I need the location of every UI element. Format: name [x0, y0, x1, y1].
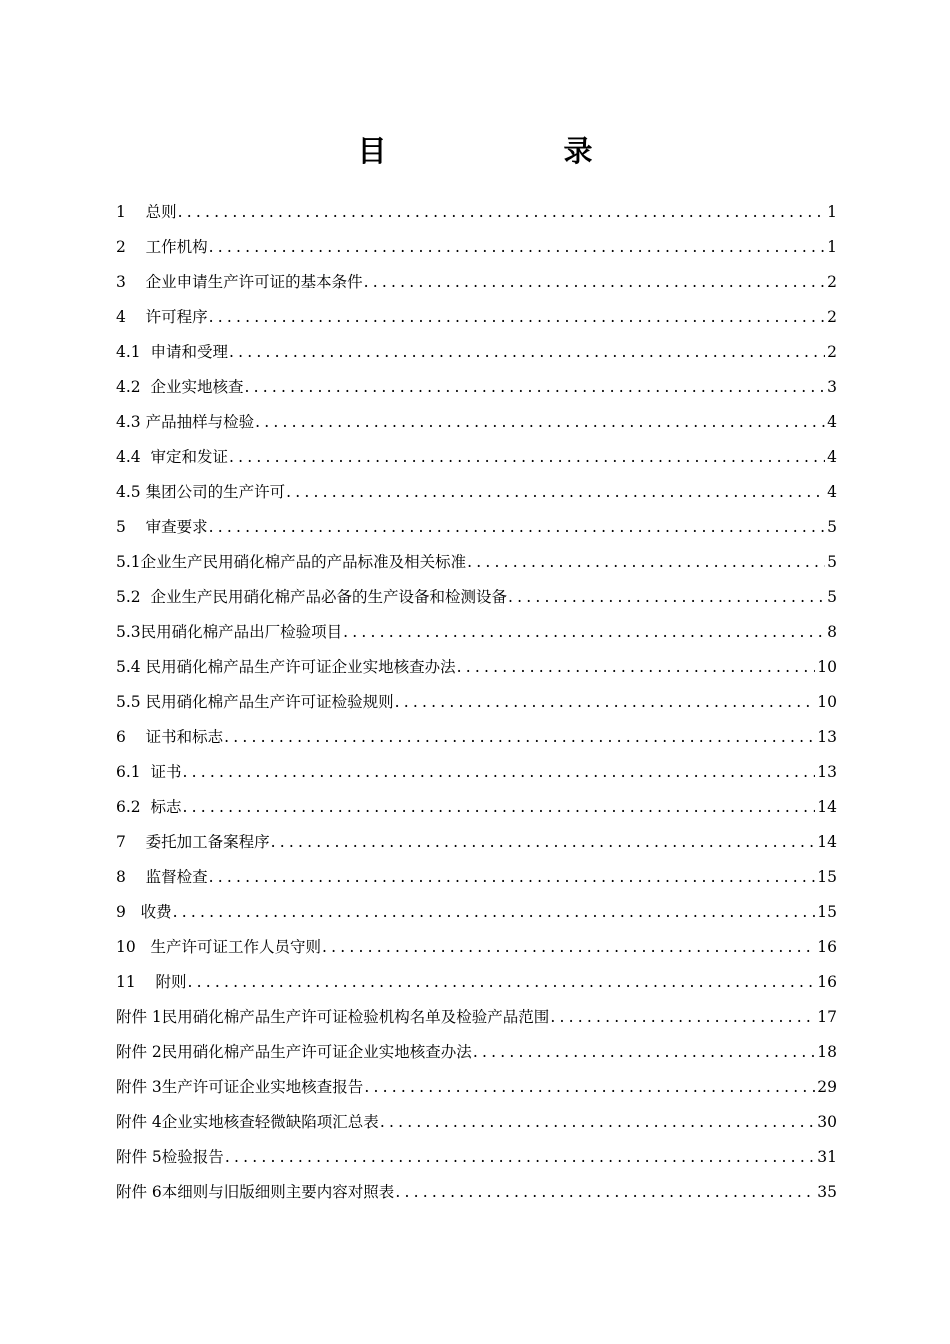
toc-entry-number: 1: [116, 203, 126, 221]
toc-entry-number: 附件 6: [116, 1183, 162, 1201]
toc-entry-title: 监督检查: [145, 868, 208, 886]
toc-entry-number: 4.5: [116, 483, 141, 501]
toc-entry-number: 4.4: [116, 448, 141, 466]
toc-entry[interactable]: [116, 965, 837, 1000]
toc-dot-leader: [379, 1105, 815, 1140]
toc-entry-title: 企业实地核查轻微缺陷项汇总表: [161, 1113, 379, 1131]
toc-entry-gap: [126, 510, 146, 545]
toc-entry-page-number: 5: [827, 553, 837, 571]
toc-entry-number: 附件 5: [116, 1148, 162, 1166]
toc-entry-number: 5.3: [116, 623, 141, 641]
toc-entry-number: 4.1: [116, 343, 141, 361]
toc-entry-title: 企业实地核查: [150, 378, 244, 396]
toc-entry-gap: [141, 370, 151, 405]
toc-entry-gap: [141, 755, 151, 790]
toc-entry-number: 10: [116, 938, 136, 956]
toc-entry[interactable]: [116, 895, 837, 930]
toc-entry-number: 11: [116, 973, 136, 991]
toc-entry-title: 生产许可证企业实地核查报告: [161, 1078, 364, 1096]
toc-entry-gap: [136, 965, 156, 1000]
toc-entry[interactable]: [116, 335, 837, 370]
toc-entry-title: 申请和受理: [150, 343, 229, 361]
toc-dot-leader: [549, 1000, 815, 1035]
toc-entry-number: 9: [116, 903, 126, 921]
toc-entry[interactable]: [116, 580, 837, 615]
toc-entry-title: 企业申请生产许可证的基本条件: [145, 273, 363, 291]
toc-entry-number: 5.1: [116, 553, 141, 571]
toc-entry-page-number: 5: [827, 518, 837, 536]
toc-entry[interactable]: [116, 405, 837, 440]
toc-entry-gap: [126, 265, 146, 300]
toc-entry-number: 6.2: [116, 798, 141, 816]
toc-entry[interactable]: [116, 1000, 837, 1035]
toc-entry-page-number: 16: [817, 938, 837, 956]
toc-entry[interactable]: [116, 440, 837, 475]
toc-dot-leader: [208, 510, 826, 545]
toc-entry-title: 生产许可证工作人员守则: [150, 938, 322, 956]
toc-entry[interactable]: [116, 615, 837, 650]
toc-entry-page-number: 17: [817, 1008, 837, 1026]
toc-entry-number: 6.1: [116, 763, 141, 781]
toc-entry[interactable]: [116, 195, 837, 230]
toc-entry-page-number: 30: [817, 1113, 837, 1131]
toc-entry-number: 附件 4: [116, 1113, 162, 1131]
toc-entry-number: 5.5: [116, 693, 141, 711]
toc-entry[interactable]: [116, 510, 837, 545]
toc-entry-title: 附则: [155, 973, 187, 991]
toc-entry-page-number: 35: [817, 1183, 837, 1201]
toc-entry[interactable]: [116, 825, 837, 860]
toc-entry-number: 2: [116, 238, 126, 256]
toc-entry-page-number: 2: [827, 273, 837, 291]
toc-entry-page-number: 16: [817, 973, 837, 991]
toc-entry-number: 4.2: [116, 378, 141, 396]
toc-entry-gap: [141, 440, 151, 475]
toc-entry-page-number: 2: [827, 308, 837, 326]
toc-entry-title: 民用硝化棉产品生产许可证检验规则: [145, 693, 394, 711]
toc-entry[interactable]: [116, 230, 837, 265]
toc-entry-gap: [126, 825, 146, 860]
toc-entry-gap: [141, 335, 151, 370]
toc-entry-page-number: 2: [827, 343, 837, 361]
toc-entry-gap: [126, 195, 146, 230]
toc-dot-leader: [224, 1140, 815, 1175]
toc-dot-leader: [254, 405, 825, 440]
toc-entry[interactable]: [116, 720, 837, 755]
toc-entry[interactable]: [116, 265, 837, 300]
toc-entry-page-number: 15: [817, 903, 837, 921]
toc-entry[interactable]: [116, 1140, 837, 1175]
toc-entry[interactable]: [116, 755, 837, 790]
toc-entry-title: 总则: [145, 203, 177, 221]
toc-entry-title: 收费: [140, 903, 172, 921]
toc-entry-page-number: 29: [817, 1078, 837, 1096]
toc-entry-title: 检验报告: [161, 1148, 224, 1166]
toc-entry[interactable]: [116, 300, 837, 335]
toc-entry-gap: [141, 790, 151, 825]
toc-dot-leader: [466, 545, 825, 580]
toc-entry-page-number: 3: [827, 378, 837, 396]
toc-entry-number: 8: [116, 868, 126, 886]
toc-entry-page-number: 4: [827, 448, 837, 466]
toc-entry-title: 集团公司的生产许可: [145, 483, 286, 501]
toc-dot-leader: [177, 195, 826, 230]
toc-entry-page-number: 10: [817, 658, 837, 676]
toc-entry-number: 5: [116, 518, 126, 536]
toc-entry[interactable]: [116, 650, 837, 685]
toc-entry-gap: [126, 300, 146, 335]
toc-entry-title: 工作机构: [145, 238, 208, 256]
toc-entry-gap: [126, 895, 141, 930]
toc-entry-title: 标志: [150, 798, 182, 816]
toc-dot-leader: [244, 370, 826, 405]
toc-entry-title: 证书和标志: [145, 728, 224, 746]
toc-entry-number: 3: [116, 273, 126, 291]
toc-entry[interactable]: [116, 545, 837, 580]
toc-entry-title: 产品抽样与检验: [145, 413, 255, 431]
toc-entry-number: 7: [116, 833, 126, 851]
toc-entry-title: 民用硝化棉产品生产许可证企业实地核查办法: [161, 1043, 472, 1061]
toc-entry-title: 民用硝化棉产品生产许可证企业实地核查办法: [145, 658, 456, 676]
toc-entry-gap: [136, 930, 151, 965]
toc-entry-page-number: 4: [827, 483, 837, 501]
toc-entry-gap: [141, 580, 151, 615]
toc-dot-leader: [182, 790, 816, 825]
toc-entry-title: 委托加工备案程序: [145, 833, 270, 851]
toc-entry-title: 审查要求: [145, 518, 208, 536]
toc-entry-title: 审定和发证: [150, 448, 229, 466]
toc-entry[interactable]: [116, 930, 837, 965]
page-title: 目 录: [357, 134, 667, 168]
toc-entry-page-number: 1: [827, 238, 837, 256]
toc-entry[interactable]: [116, 1175, 837, 1210]
toc-dot-leader: [507, 580, 825, 615]
toc-entry-page-number: 18: [817, 1043, 837, 1061]
toc-entry-title: 本细则与旧版细则主要内容对照表: [161, 1183, 395, 1201]
toc-dot-leader: [285, 475, 825, 510]
toc-entry-page-number: 1: [827, 203, 837, 221]
toc-entry[interactable]: [116, 1105, 837, 1140]
toc-dot-leader: [472, 1035, 815, 1070]
toc-entry-title: 证书: [150, 763, 182, 781]
toc-entry-title: 民用硝化棉产品生产许可证检验机构名单及检验产品范围: [161, 1008, 550, 1026]
toc-entry-number: 附件 2: [116, 1043, 162, 1061]
toc-dot-leader: [394, 685, 816, 720]
toc-entry-page-number: 8: [827, 623, 837, 641]
toc-dot-leader: [182, 755, 816, 790]
toc-entry-page-number: 13: [817, 728, 837, 746]
toc-entry-page-number: 14: [817, 833, 837, 851]
toc-entry-page-number: 5: [827, 588, 837, 606]
toc-entry-number: 附件 1: [116, 1008, 162, 1026]
toc-dot-leader: [363, 265, 826, 300]
toc-entry-page-number: 10: [817, 693, 837, 711]
toc-entry[interactable]: [116, 685, 837, 720]
toc-entry-title: 许可程序: [145, 308, 208, 326]
toc-dot-leader: [186, 965, 815, 1000]
toc-entry-gap: [126, 860, 146, 895]
toc-entry-page-number: 31: [817, 1148, 837, 1166]
toc-entry-number: 4: [116, 308, 126, 326]
toc-entry[interactable]: [116, 1070, 837, 1105]
toc-entry-gap: [126, 230, 146, 265]
toc-dot-leader: [342, 615, 825, 650]
toc-dot-leader: [456, 650, 816, 685]
toc-dot-leader: [394, 1175, 815, 1210]
toc-entry-gap: [126, 720, 146, 755]
toc-dot-leader: [228, 335, 825, 370]
toc-dot-leader: [208, 230, 826, 265]
toc-dot-leader: [321, 930, 815, 965]
toc-entry-number: 5.2: [116, 588, 141, 606]
toc-dot-leader: [208, 860, 816, 895]
toc-entry-number: 5.4: [116, 658, 141, 676]
toc-entry-number: 4.3: [116, 413, 141, 431]
toc-dot-leader: [228, 440, 825, 475]
toc-dot-leader: [172, 895, 816, 930]
toc-entry-page-number: 14: [817, 798, 837, 816]
toc-list: [116, 195, 837, 1210]
toc-entry-page-number: 15: [817, 868, 837, 886]
toc-entry[interactable]: [116, 370, 837, 405]
toc-dot-leader: [270, 825, 816, 860]
toc-dot-leader: [208, 300, 826, 335]
toc-entry-number: 6: [116, 728, 126, 746]
toc-dot-leader: [363, 1070, 815, 1105]
toc-entry-title: 民用硝化棉产品出厂检验项目: [140, 623, 343, 641]
toc-entry-number: 附件 3: [116, 1078, 162, 1096]
toc-dot-leader: [223, 720, 815, 755]
toc-entry-title: 企业生产民用硝化棉产品的产品标准及相关标准: [140, 553, 467, 571]
toc-entry[interactable]: [116, 1035, 837, 1070]
toc-entry[interactable]: [116, 860, 837, 895]
toc-entry-title: 企业生产民用硝化棉产品必备的生产设备和检测设备: [150, 588, 508, 606]
toc-entry-page-number: 13: [817, 763, 837, 781]
toc-entry-page-number: 4: [827, 413, 837, 431]
toc-entry[interactable]: [116, 790, 837, 825]
toc-entry[interactable]: [116, 475, 837, 510]
